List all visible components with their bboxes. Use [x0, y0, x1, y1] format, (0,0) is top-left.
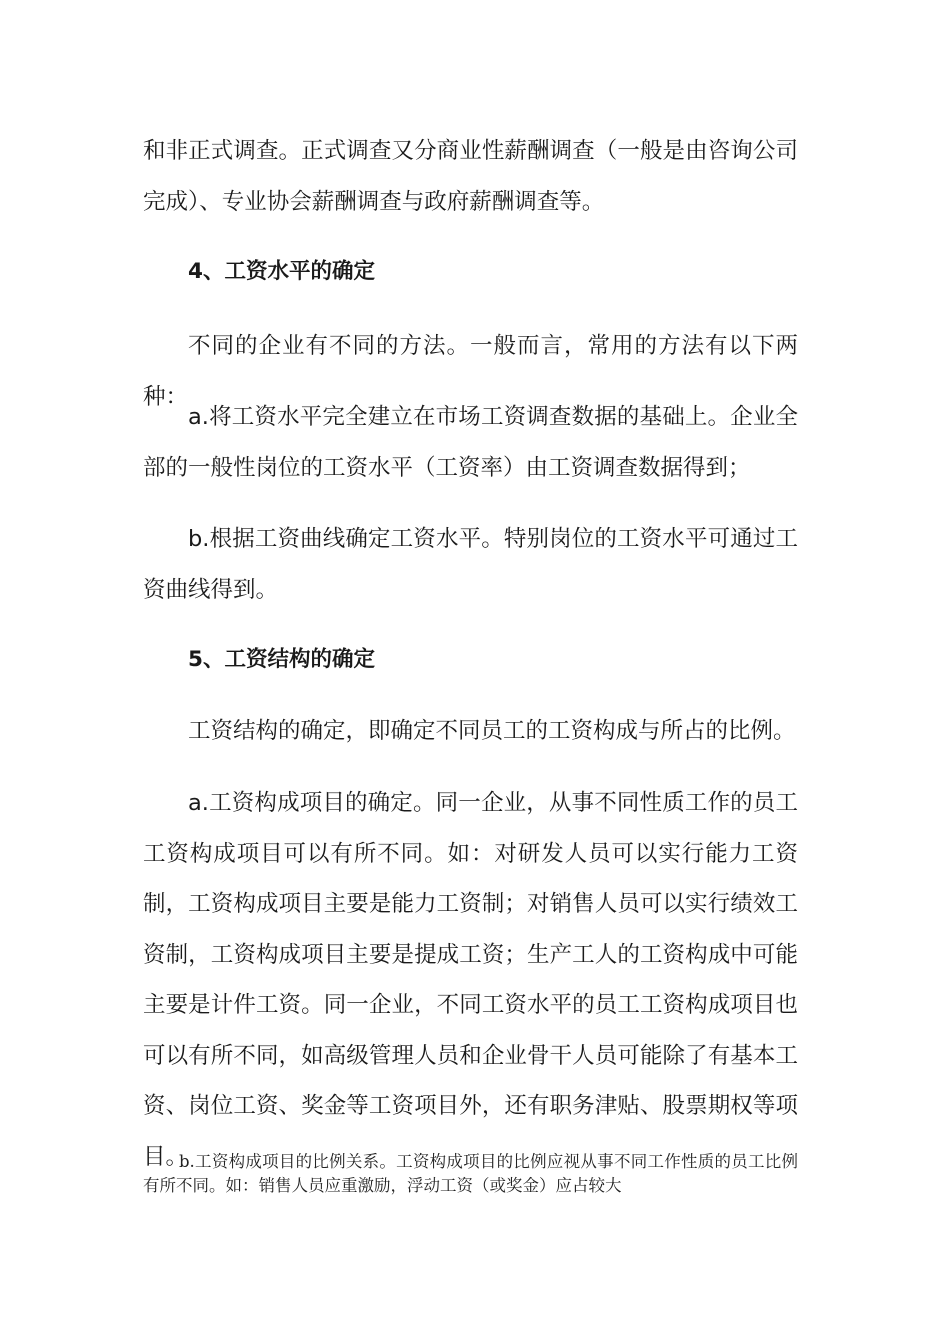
paragraph-wage-level-methods: 不同的企业有不同的方法。一般而言，常用的方法有以下两种： [143, 333, 798, 410]
paragraph-wage-structure-intro: 工资结构的确定，即确定不同员工的工资构成与所占的比例。 [188, 718, 796, 744]
paragraph-method-b: b.根据工资曲线确定工资水平。特别岗位的工资水平可通过工资曲线得到。 [143, 526, 798, 603]
heading-wage-level: 4、工资水平的确定 [188, 259, 375, 284]
paragraph-survey-types: 和非正式调查。正式调查又分商业性薪酬调查（一般是由咨询公司完成）、专业协会薪酬调查与政府薪酬调查等。 [143, 138, 798, 215]
paragraph-structure-a: a.工资构成项目的确定。同一企业，从事不同性质工作的员工工资构成项目可以有所不同。如：对研发人员可以实行能力工资制，工资构成项目主要是能力工资制；对销售人员可以实行绩效工资制，工资构成项目主要是提成工资；生产工人的工资构成中可能主要是计件工资。同一企业，不同工资水平的员工工资构成项目也可以有所不同，如高级管理人员和企业骨干人员可能除了有基本工资、岗位工资、奖金等工资项目外，还有职务津贴、股票期权等项目。 [143, 790, 798, 1170]
paragraph-structure-b: b.工资构成项目的比例关系。工资构成项目的比例应视从事不同工作性质的员工比例有所不同。如：销售人员应重激励，浮动工资（或奖金）应占较大 [143, 1152, 798, 1195]
paragraph-method-a: a.将工资水平完全建立在市场工资调查数据的基础上。企业全部的一般性岗位的工资水平（工资率）由工资调查数据得到； [143, 404, 798, 481]
heading-wage-structure: 5、工资结构的确定 [188, 647, 375, 672]
